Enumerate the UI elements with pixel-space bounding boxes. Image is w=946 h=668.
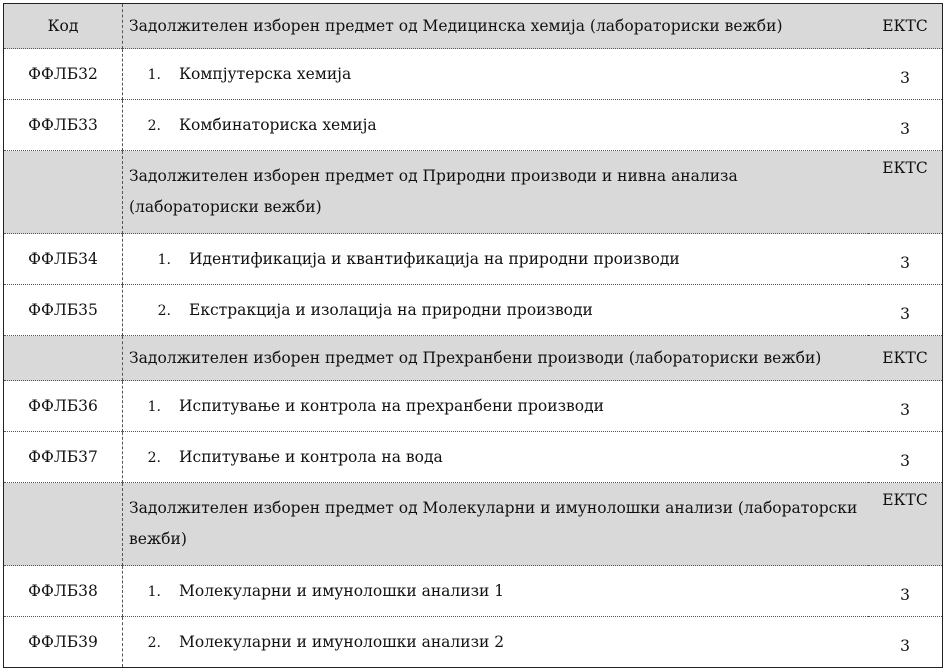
table-row <box>4 617 943 668</box>
course-ects: 3 <box>868 381 943 432</box>
group-header-natural-products <box>4 151 943 234</box>
course-name: Идентификација и квантификација на природни производи <box>189 250 680 268</box>
code-column-header: Код <box>4 4 123 49</box>
table-row <box>4 49 943 100</box>
group-title: Задолжителен изборен предмет од Природни производи и нивна анализа (лабораториски вежби) <box>123 151 869 234</box>
course-name: Комбинаториска хемија <box>179 116 377 134</box>
empty-code-cell <box>4 151 123 234</box>
ects-column-header: ЕКТС <box>868 4 943 49</box>
course-code: ФФЛБ38 <box>4 566 123 617</box>
course-ects: 3 <box>868 617 943 668</box>
course-name: Компјутерска хемија <box>179 65 352 83</box>
course-code: ФФЛБ39 <box>4 617 123 668</box>
course-name: Екстракција и изолација на природни производи <box>189 301 593 319</box>
course-code: ФФЛБ37 <box>4 432 123 483</box>
empty-code-cell <box>4 336 123 381</box>
ects-column-header: ЕКТС <box>868 336 943 381</box>
course-ects: 3 <box>868 100 943 151</box>
item-number: 1. <box>147 399 161 415</box>
course-name-cell <box>123 566 869 617</box>
course-name: Молекуларни и имунолошки анализи 2 <box>179 633 505 651</box>
item-number: 1. <box>147 584 161 600</box>
item-number: 2. <box>147 118 161 134</box>
group-header-medicinal-chemistry <box>4 4 943 49</box>
course-name-cell <box>123 234 869 285</box>
course-ects: 3 <box>868 285 943 336</box>
empty-code-cell <box>4 483 123 566</box>
ects-column-header: ЕКТС <box>868 483 943 566</box>
item-number: 2. <box>147 450 161 466</box>
course-code: ФФЛБ32 <box>4 49 123 100</box>
group-header-food-products <box>4 336 943 381</box>
ects-column-header: ЕКТС <box>868 151 943 234</box>
course-name-cell <box>123 100 869 151</box>
course-name: Испитување и контрола на прехранбени производи <box>179 397 604 415</box>
course-name-cell <box>123 49 869 100</box>
course-code: ФФЛБ36 <box>4 381 123 432</box>
course-name-cell <box>123 381 869 432</box>
table-row <box>4 234 943 285</box>
item-number: 2. <box>157 303 171 319</box>
item-number: 2. <box>147 635 161 651</box>
course-ects: 3 <box>868 566 943 617</box>
table-row <box>4 381 943 432</box>
table-row <box>4 566 943 617</box>
table-row <box>4 100 943 151</box>
course-ects: 3 <box>868 432 943 483</box>
course-code: ФФЛБ35 <box>4 285 123 336</box>
group-header-molecular-immunological <box>4 483 943 566</box>
item-number: 1. <box>157 252 171 268</box>
group-title: Задолжителен изборен предмет од Медицинска хемија (лабораториски вежби) <box>123 4 869 49</box>
item-number: 1. <box>147 67 161 83</box>
group-title: Задолжителен изборен предмет од Прехранбени производи (лабораториски вежби) <box>123 336 869 381</box>
course-name-cell <box>123 285 869 336</box>
group-title: Задолжителен изборен предмет од Молекуларни и имунолошки анализи (лабораторски вежби) <box>123 483 869 566</box>
table-row <box>4 432 943 483</box>
course-ects: 3 <box>868 234 943 285</box>
course-code: ФФЛБ34 <box>4 234 123 285</box>
course-name-cell <box>123 617 869 668</box>
elective-courses-table <box>3 3 943 668</box>
course-name: Испитување и контрола на вода <box>179 448 443 466</box>
table-row <box>4 285 943 336</box>
course-name: Молекуларни и имунолошки анализи 1 <box>179 582 505 600</box>
course-ects: 3 <box>868 49 943 100</box>
course-name-cell <box>123 432 869 483</box>
course-code: ФФЛБ33 <box>4 100 123 151</box>
